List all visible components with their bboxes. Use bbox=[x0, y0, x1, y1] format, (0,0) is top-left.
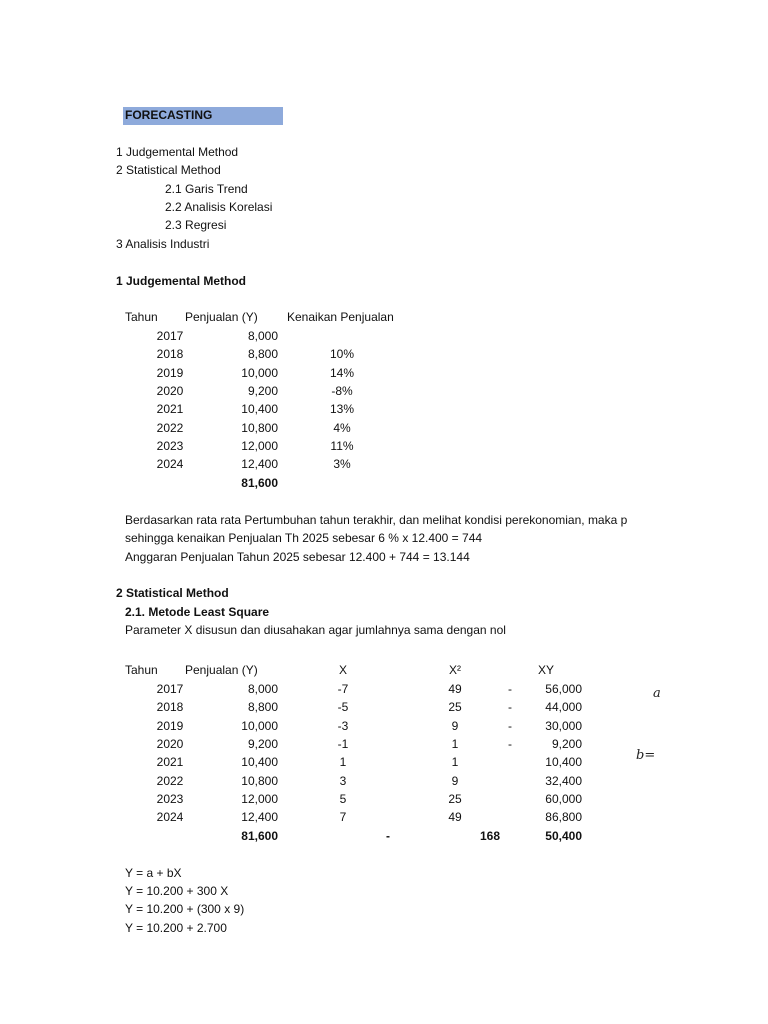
s2-cell-year: 2022 bbox=[156, 773, 184, 788]
s2-cell-year: 2018 bbox=[156, 700, 184, 715]
s1-cell-growth: 3% bbox=[333, 457, 351, 472]
s2-header-sales: Penjualan (Y) bbox=[185, 663, 258, 677]
s2-cell-xy: 60,000 bbox=[545, 791, 582, 806]
s2-cell-year: 2024 bbox=[156, 810, 184, 825]
s2-cell-xy: 86,800 bbox=[545, 810, 582, 825]
s1-cell-growth: 13% bbox=[329, 402, 355, 417]
s1-cell-growth: 11% bbox=[330, 438, 354, 453]
equation-3: Y = 10.200 + (300 x 9) bbox=[125, 902, 245, 916]
equation-1: Y = a + bX bbox=[125, 866, 182, 880]
formula-b-fragment: b= bbox=[636, 748, 656, 763]
s1-cell-sales: 9,200 bbox=[247, 383, 278, 398]
s1-cell-year: 2019 bbox=[156, 365, 184, 380]
outline-item-3: 3 Analisis Industri bbox=[116, 237, 210, 251]
s2-header-x: X bbox=[338, 663, 347, 677]
s2-cell-x2: 9 bbox=[451, 718, 459, 733]
outline-item-1: 1 Judgemental Method bbox=[116, 145, 239, 159]
s1-cell-sales: 8,800 bbox=[247, 347, 278, 362]
s2-cell-sales: 10,400 bbox=[241, 755, 278, 770]
outline-item-2: 2 Statistical Method bbox=[116, 163, 221, 177]
s2-cell-x: 7 bbox=[339, 810, 347, 825]
s2-cell-dash: - bbox=[508, 718, 512, 733]
s2-cell-x2: 25 bbox=[448, 700, 462, 715]
s1-cell-sales: 12,000 bbox=[241, 438, 278, 453]
s1-cell-sales: 12,400 bbox=[241, 457, 278, 472]
s1-note-3: Anggaran Penjualan Tahun 2025 sebesar 12.400 + 744 = 13.144 bbox=[125, 550, 470, 564]
s2-cell-year: 2021 bbox=[156, 755, 184, 770]
s2-cell-sales: 12,000 bbox=[241, 791, 278, 806]
s2-cell-x2: 25 bbox=[448, 791, 462, 806]
s1-total-sales: 81,600 bbox=[241, 476, 278, 490]
s2-total-xy: 50,400 bbox=[545, 829, 582, 843]
s2-total-sales: 81,600 bbox=[241, 829, 278, 843]
s2-cell-x: -7 bbox=[337, 682, 349, 696]
s1-note-1: Berdasarkan rata rata Pertumbuhan tahun terakhir, dan melihat kondisi perekonomian, maka p bbox=[125, 513, 628, 527]
outline-item-2-2: 2.2 Analisis Korelasi bbox=[165, 200, 273, 214]
s2-cell-sales: 10,800 bbox=[241, 773, 278, 788]
s1-cell-year: 2022 bbox=[156, 420, 184, 435]
outline-item-2-1: 2.1 Garis Trend bbox=[165, 182, 248, 196]
title-cell bbox=[123, 107, 283, 125]
s2-cell-xy: 32,400 bbox=[545, 773, 582, 788]
s1-header-sales: Penjualan (Y) bbox=[185, 310, 258, 324]
outline-item-2-3: 2.3 Regresi bbox=[165, 218, 227, 232]
s2-cell-x2: 1 bbox=[451, 736, 459, 751]
s1-cell-sales: 10,400 bbox=[241, 402, 278, 417]
s2-cell-year: 2023 bbox=[156, 791, 184, 806]
s1-cell-growth: -8% bbox=[331, 383, 353, 398]
s2-cell-x: -3 bbox=[337, 718, 349, 733]
s2-cell-x2: 49 bbox=[448, 810, 462, 825]
s2-cell-xy: 44,000 bbox=[545, 700, 582, 715]
s1-cell-sales: 10,000 bbox=[241, 365, 278, 380]
s2-cell-x: -1 bbox=[337, 736, 349, 751]
s2-header-year: Tahun bbox=[125, 663, 158, 677]
s1-cell-sales: 8,000 bbox=[247, 329, 278, 343]
s2-cell-sales: 9,200 bbox=[247, 736, 278, 751]
equation-4: Y = 10.200 + 2.700 bbox=[125, 921, 227, 935]
s2-cell-sales: 10,000 bbox=[241, 718, 278, 733]
s2-cell-xy: 10,400 bbox=[545, 755, 582, 770]
s2-cell-x: -5 bbox=[337, 700, 349, 715]
s2-cell-sales: 12,400 bbox=[241, 810, 278, 825]
section2-description: Parameter X disusun dan diusahakan agar jumlahnya sama dengan nol bbox=[125, 623, 506, 637]
s1-cell-growth: 4% bbox=[333, 420, 351, 435]
s1-cell-year: 2018 bbox=[156, 347, 184, 362]
s1-cell-year: 2020 bbox=[156, 383, 184, 398]
page-title: FORECASTING bbox=[125, 108, 213, 122]
s2-total-x2: 168 bbox=[479, 829, 500, 843]
section1-heading: 1 Judgemental Method bbox=[116, 274, 247, 288]
s2-cell-sales: 8,800 bbox=[247, 700, 278, 715]
s1-cell-year: 2021 bbox=[156, 402, 184, 417]
s2-cell-xy: 56,000 bbox=[545, 682, 582, 696]
s2-cell-sales: 8,000 bbox=[247, 682, 278, 696]
s2-cell-x2: 9 bbox=[451, 773, 459, 788]
s2-header-x2: X² bbox=[449, 663, 461, 677]
s2-total-x: - bbox=[386, 829, 390, 843]
formula-a-fragment: a bbox=[653, 686, 661, 701]
s2-header-xy: XY bbox=[537, 663, 554, 677]
s1-cell-growth: 14% bbox=[329, 365, 355, 380]
s2-cell-year: 2020 bbox=[156, 736, 184, 751]
s2-cell-dash: - bbox=[508, 682, 512, 696]
s1-header-year: Tahun bbox=[125, 310, 158, 324]
s1-cell-year: 2023 bbox=[156, 438, 184, 453]
s2-cell-year: 2017 bbox=[156, 682, 184, 696]
s2-cell-x2: 49 bbox=[448, 682, 462, 696]
s2-cell-x: 1 bbox=[339, 755, 347, 770]
section2-subheading: 2.1. Metode Least Square bbox=[125, 605, 270, 619]
s1-cell-sales: 10,800 bbox=[241, 420, 278, 435]
section2-heading: 2 Statistical Method bbox=[116, 586, 229, 600]
s1-cell-growth: 10% bbox=[329, 347, 355, 362]
s2-cell-x: 3 bbox=[339, 773, 347, 788]
equation-2: Y = 10.200 + 300 X bbox=[125, 884, 229, 898]
s2-cell-xy: 9,200 bbox=[551, 736, 582, 751]
s1-cell-year: 2017 bbox=[156, 329, 184, 343]
s2-cell-dash: - bbox=[508, 736, 512, 751]
s1-header-growth: Kenaikan Penjualan bbox=[287, 310, 394, 324]
s2-cell-x: 5 bbox=[339, 791, 347, 806]
s1-cell-year: 2024 bbox=[156, 457, 184, 472]
s2-cell-year: 2019 bbox=[156, 718, 184, 733]
s2-cell-xy: 30,000 bbox=[545, 718, 582, 733]
s2-cell-dash: - bbox=[508, 700, 512, 715]
s1-note-2: sehingga kenaikan Penjualan Th 2025 sebesar 6 % x 12.400 = 744 bbox=[125, 531, 483, 545]
s2-cell-x2: 1 bbox=[451, 755, 459, 770]
